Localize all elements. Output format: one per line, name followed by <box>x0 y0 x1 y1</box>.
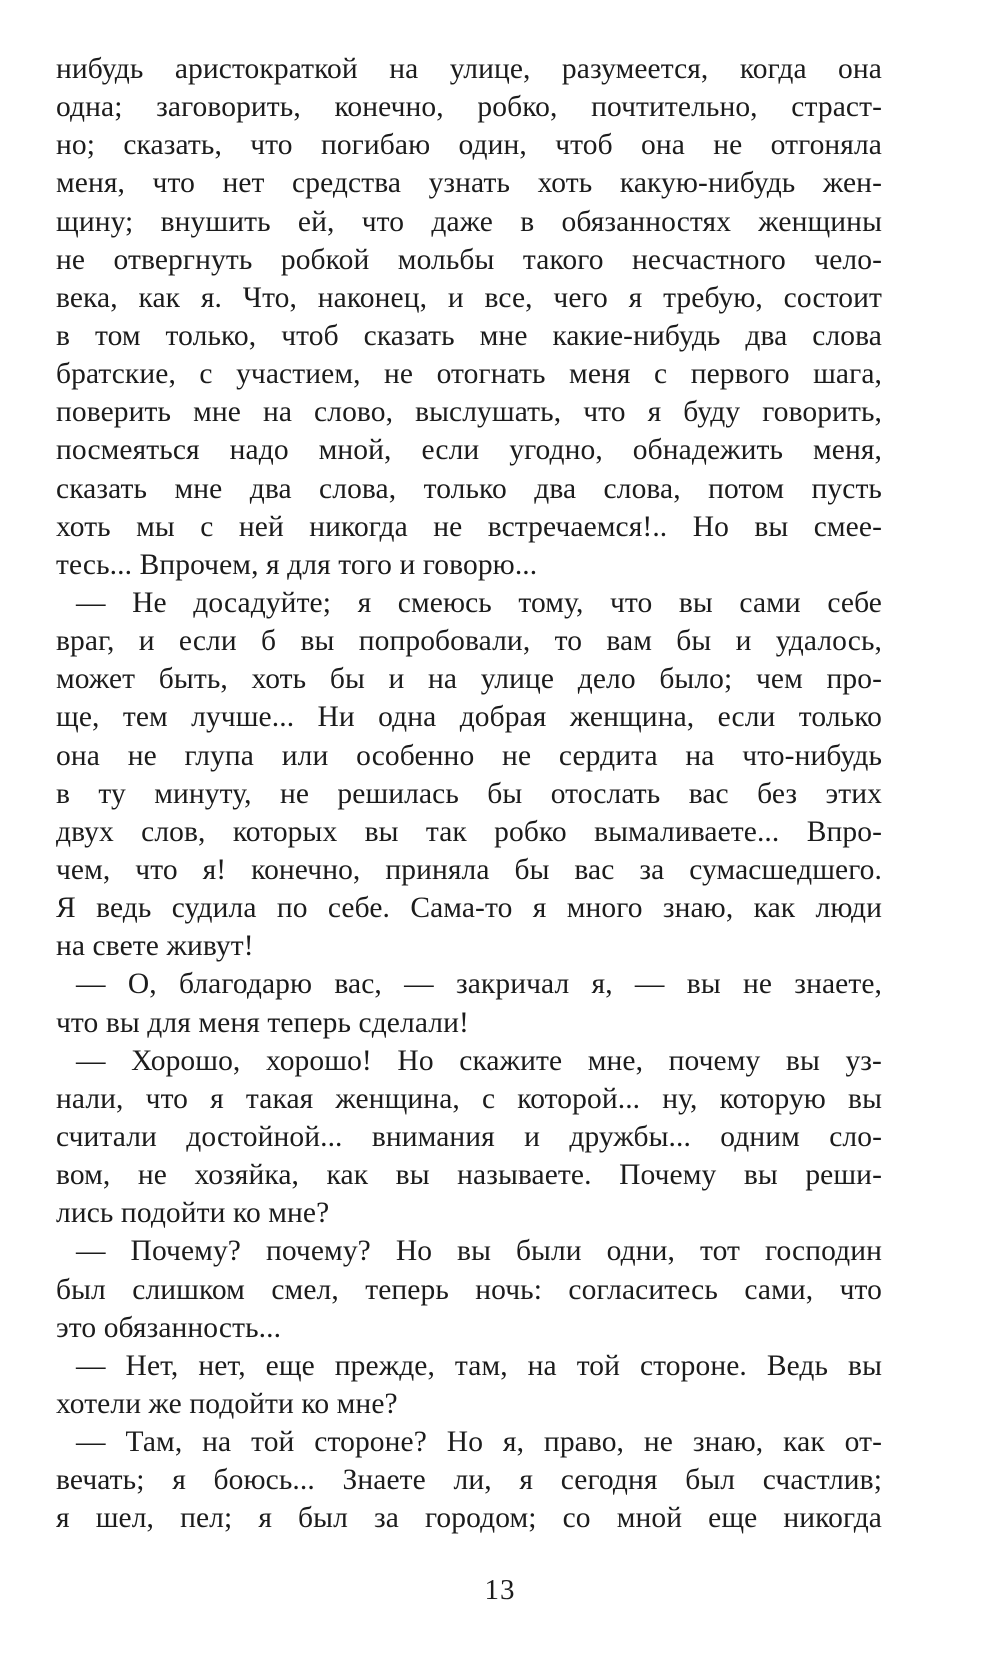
text-line: века, как я. Что, наконец, и все, чего я требую, состоит <box>56 281 882 314</box>
text-line: она не глупа или особенно не сердита на что-нибудь <box>56 739 882 772</box>
text-line: вом, не хозяйка, как вы называете. Почему вы реши- <box>56 1159 882 1192</box>
text-line: считали достойной... внимания и дружбы... одним сло- <box>56 1120 882 1153</box>
text-line: нали, что я такая женщина, с которой... ну, которую вы <box>56 1082 882 1115</box>
text-line: тесь... Впрочем, я для того и говорю... <box>56 548 538 581</box>
text-line: но; сказать, что погибаю один, чтоб она не отгоняла <box>56 129 882 162</box>
text-line: — Почему? почему? Но вы были одни, тот господин <box>76 1235 882 1268</box>
text-line: нибудь аристократкой на улице, разумеется, когда она <box>56 53 882 85</box>
text-line: двух слов, которых вы так робко вымаливаете... Впро- <box>56 815 882 848</box>
text-line: хоть мы с ней никогда не встречаемся!.. Но вы смее- <box>56 510 882 543</box>
text-line: вечать; я боюсь... Знаете ли, я сегодня был счастлив; <box>56 1464 882 1497</box>
text-line: это обязанность... <box>56 1311 282 1344</box>
text-line: одна; заговорить, конечно, робко, почтительно, страст- <box>56 91 882 124</box>
text-line: был слишком смел, теперь ночь: согласитесь сами, что <box>56 1273 882 1306</box>
page-number: 13 <box>484 1574 516 1606</box>
text-line: хотели же подойти ко мне? <box>56 1387 398 1420</box>
text-line: — Там, на той стороне? Но я, право, не знаю, как от- <box>76 1426 882 1459</box>
text-line: — О, благодарю вас, — закричал я, — вы не знаете, <box>76 968 882 1001</box>
text-line: — Хорошо, хорошо! Но скажите мне, почему вы уз- <box>76 1044 882 1077</box>
text-line: братские, с участием, не отогнать меня с первого шага, <box>56 358 882 391</box>
text-line: щину; внушить ей, что даже в обязанностях женщины <box>56 205 882 238</box>
text-line: враг, и если б вы попробовали, то вам бы и удалось, <box>56 625 882 658</box>
text-line: что вы для меня теперь сделали! <box>56 1006 469 1039</box>
text-line: посмеяться надо мной, если угодно, обнадежить меня, <box>56 434 882 467</box>
text-line: чем, что я! конечно, приняла бы вас за сумасшедшего. <box>56 853 882 886</box>
text-line: в том только, чтоб сказать мне какие-нибудь два слова <box>56 319 882 352</box>
text-line: поверить мне на слово, выслушать, что я буду говорить, <box>56 396 882 429</box>
text-line: — Не досадуйте; я смеюсь тому, что вы сами себе <box>76 586 882 619</box>
text-line: лись подойти ко мне? <box>56 1197 330 1230</box>
text-line: может быть, хоть бы и на улице дело было; чем про- <box>56 663 882 696</box>
text-line: на свете живут! <box>56 930 254 963</box>
text-line: я шел, пел; я был за городом; со мной еще никогда <box>56 1502 882 1535</box>
text-line: сказать мне два слова, только два слова, потом пусть <box>56 472 882 505</box>
text-line: в ту минуту, не решилась бы отослать вас без этих <box>56 777 882 810</box>
text-line: — Нет, нет, еще прежде, там, на той стороне. Ведь вы <box>76 1349 882 1382</box>
text-line: Я ведь судила по себе. Сама-то я много знаю, как люди <box>56 892 882 925</box>
text-line: ще, тем лучше... Ни одна добрая женщина, если только <box>56 701 882 734</box>
text-line: не отвергнуть робкой мольбы такого несчастного чело- <box>56 243 882 276</box>
body-text <box>56 50 882 1537</box>
text-line: меня, что нет средства узнать хоть какую-нибудь жен- <box>56 167 882 200</box>
